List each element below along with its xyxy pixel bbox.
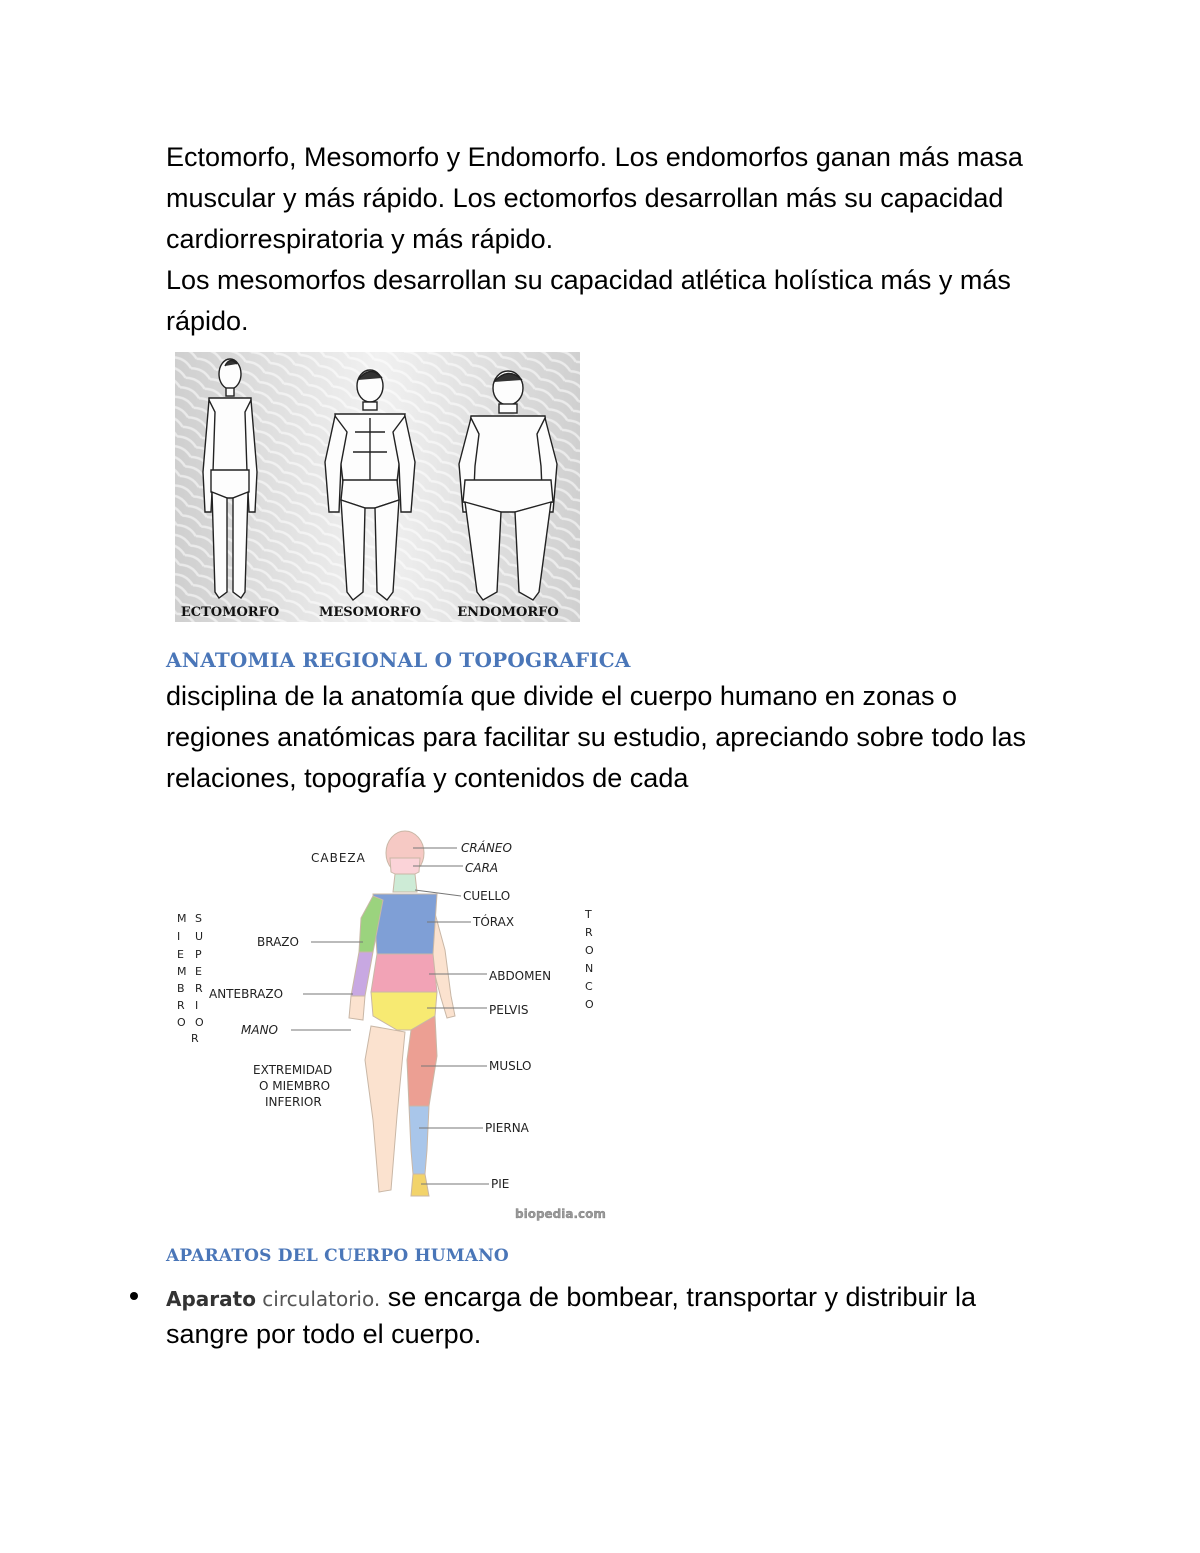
skin-leg-left [365, 1026, 405, 1192]
vertical-label-tronco [584, 908, 594, 1011]
superior-letter: P [195, 948, 202, 961]
miembro-letter: E [177, 948, 184, 961]
miembro-letter: B [177, 982, 185, 995]
label-pelvis: PELVIS [489, 1003, 529, 1017]
label-extremidad-2: O MIEMBRO [259, 1079, 331, 1093]
leg-region [409, 1106, 429, 1174]
label-craneo: CRÁNEO [461, 841, 512, 855]
neck-region [393, 874, 417, 892]
intro-text-1: Ectomorfo, Mesomorfo y Endomorfo. Los endomorfos ganan más masa muscular y más rápido. Los ectomorfos desarrollan más su capacidad cardiorrespiratoria y más rápido. [166, 142, 1023, 254]
tronco-letter: T [585, 908, 592, 921]
label-muslo: MUSLO [489, 1059, 532, 1073]
label-antebrazo: ANTEBRAZO [209, 987, 284, 1001]
label-torax: TÓRAX [473, 915, 515, 929]
label-brazo: BRAZO [257, 935, 299, 949]
superior-letter: S [195, 912, 202, 925]
somatotype-label-mesomorfo: MESOMORFO [318, 605, 422, 620]
label-extremidad-3: INFERIOR [265, 1095, 322, 1109]
superior-letter: I [195, 999, 199, 1012]
hand-region [349, 996, 365, 1020]
label-pie: PIE [491, 1177, 510, 1191]
superior-letter: R [195, 982, 203, 995]
miembro-letter: M [177, 912, 187, 925]
miembro-letter: I [177, 930, 181, 943]
vertical-label-miembro [177, 912, 187, 1029]
somatotype-illustration [175, 352, 580, 622]
bullet-bold-term: Aparato [166, 1287, 256, 1311]
abdomen-region [371, 954, 437, 992]
label-mano: MANO [241, 1023, 278, 1037]
tronco-letter: R [585, 926, 593, 939]
section-heading-anatomia: ANATOMIA REGIONAL O TOPOGRAFICA [166, 648, 631, 672]
face-region [390, 858, 420, 876]
bullet-light-term: circulatorio. [255, 1287, 381, 1311]
bullet-dot [130, 1292, 138, 1300]
vertical-label-superior [191, 912, 204, 1045]
label-cuello: CUELLO [463, 889, 511, 903]
label-extremidad-1: EXTREMIDAD [253, 1063, 333, 1077]
miembro-letter: R [177, 999, 185, 1012]
somatotype-label-endomorfo: ENDOMORFO [457, 605, 559, 620]
foot-region [411, 1174, 429, 1196]
body-figure [349, 831, 455, 1196]
label-cara: CARA [465, 861, 499, 875]
section-heading-aparatos: APARATOS DEL CUERPO HUMANO [166, 1246, 509, 1266]
superior-letter: R [191, 1032, 199, 1045]
watermark-biopedia: biopedia.com [515, 1207, 606, 1221]
label-abdomen: ABDOMEN [489, 969, 552, 983]
thigh-region [407, 1016, 437, 1106]
intro-text-2: Los mesomorfos desarrollan su capacidad atlética holística más y más rápido. [166, 265, 1011, 336]
intro-paragraph [166, 137, 1046, 342]
miembro-letter: O [177, 1016, 186, 1029]
label-cabeza: CABEZA [311, 851, 366, 865]
list-item-text [166, 1280, 1046, 1352]
anatomy-regions-diagram [165, 820, 635, 1230]
superior-letter: O [195, 1016, 204, 1029]
bullet-description: se encarga de bombear, transportar y distribuir la sangre por todo el cuerpo. [166, 1282, 977, 1349]
tronco-letter: C [585, 980, 593, 993]
tronco-letter: O [585, 944, 594, 957]
superior-letter: E [195, 965, 202, 978]
section-definition-text: disciplina de la anatomía que divide el cuerpo humano en zonas o regiones anatómicas para facilitar su estudio, apreciando sobre todo las relaciones, topografía y contenidos de cada [166, 681, 1027, 793]
label-pierna: PIERNA [485, 1121, 529, 1135]
forearm-region [351, 952, 373, 996]
somatotype-label-ectomorfo: ECTOMORFO [180, 605, 280, 620]
superior-letter: U [195, 930, 204, 943]
tronco-letter: N [585, 962, 594, 975]
miembro-letter: M [177, 965, 187, 978]
tronco-letter: O [585, 998, 594, 1011]
